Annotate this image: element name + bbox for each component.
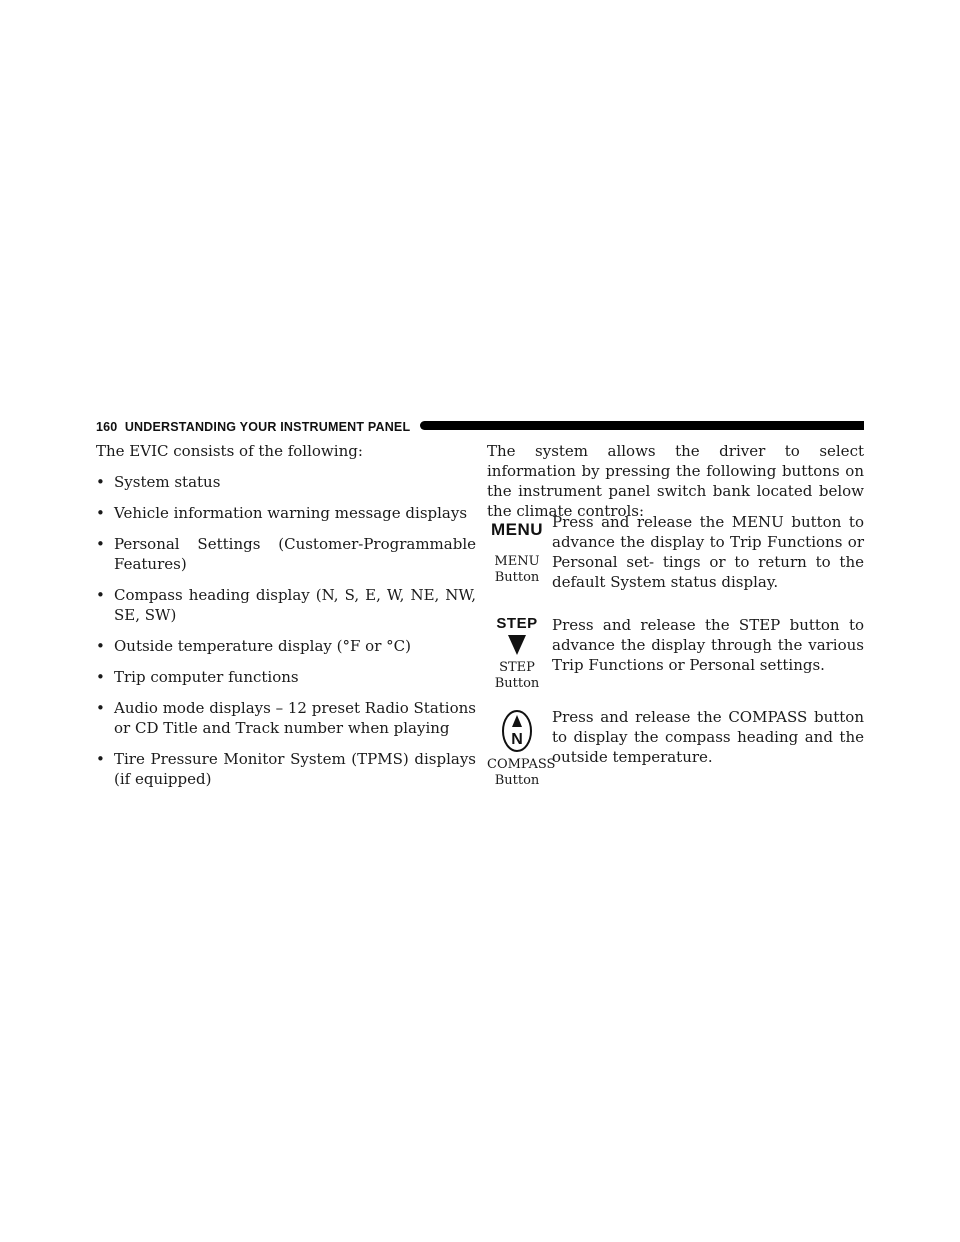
menu-button-caption: MENU Button [494, 554, 540, 585]
list-item: • Outside temperature display (°F or °C) [96, 637, 411, 655]
compass-button-description: Press and release the COMPASS button to display the compass heading and the outside temperature. [552, 708, 864, 766]
section-title: UNDERSTANDING YOUR INSTRUMENT PANEL [124, 420, 411, 434]
menu-icon: MENU [490, 520, 544, 539]
svg-text:N: N [511, 731, 523, 748]
compass-icon [487, 709, 547, 753]
list-item: • Audio mode displays – 12 preset Radio Stations or CD Title and Track number when playing [96, 699, 476, 737]
page-number: 160 [96, 420, 118, 434]
left-column [96, 441, 476, 800]
bullet-icon: • [96, 504, 105, 522]
down-arrow-icon [487, 635, 547, 655]
list-item: • System status [96, 473, 221, 491]
right-column [487, 441, 864, 788]
bullet-icon: • [96, 586, 105, 604]
list-item: • Compass heading display (N, S, E, W, NE, NW, SE, SW) [96, 586, 476, 624]
evic-feature-list [96, 472, 476, 789]
list-item: • Personal Settings (Customer-Programmable Features) [96, 535, 476, 573]
bullet-icon: • [96, 750, 105, 768]
step-button-figure [487, 615, 547, 692]
bullet-icon: • [96, 473, 105, 491]
bullet-icon: • [96, 668, 105, 686]
step-button-caption: STEP Button [494, 660, 540, 691]
evic-intro: The EVIC consists of the following: [96, 442, 363, 460]
bullet-icon: • [96, 699, 105, 717]
list-item: • Trip computer functions [96, 668, 299, 686]
list-item: • Vehicle information warning message displays [96, 504, 468, 522]
compass-button-figure [487, 709, 556, 789]
menu-button-figure [487, 520, 547, 586]
list-item: • Tire Pressure Monitor System (TPMS) displays (if equipped) [96, 750, 476, 788]
step-icon: STEP [496, 615, 538, 632]
header-rule [420, 421, 864, 430]
bullet-icon: • [96, 637, 105, 655]
compass-button-caption: COMPASS Button [487, 757, 556, 788]
system-intro: The system allows the driver to select information by pressing the following buttons on the instrument panel switch bank located below the climate controls: [487, 442, 864, 520]
header-label [96, 420, 410, 434]
menu-button-description: Press and release the MENU button to advance the display to Trip Functions or Personal set- tings or to return to the default System status display. [552, 513, 864, 591]
bullet-icon: • [96, 535, 105, 553]
page-header [96, 419, 864, 437]
step-button-description: Press and release the STEP button to advance the display through the various Trip Functions or Personal settings. [552, 616, 864, 674]
